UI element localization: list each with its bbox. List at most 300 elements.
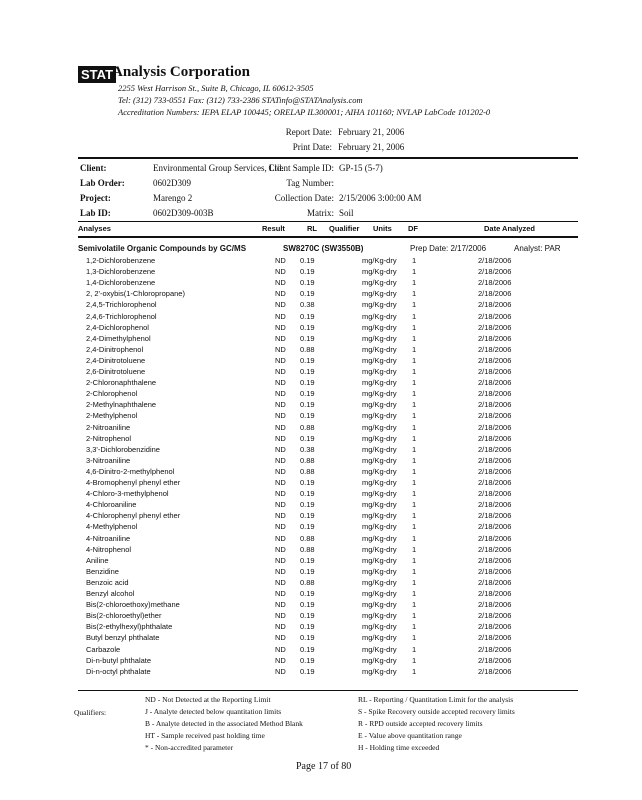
units-cell: mg/Kg-dry [362,333,397,343]
qualifier-legend-item: R - RPD outside accepted recovery limits [358,719,483,728]
rl-cell: 0.19 [300,278,315,288]
result-cell: ND [275,333,286,343]
date-analyzed-cell: 2/18/2006 [478,611,512,621]
df-cell: 1 [412,422,417,432]
analyte-cell: 1,3-Dichlorobenzene [86,267,156,277]
result-cell: ND [275,489,286,499]
result-cell: ND [275,311,286,321]
qualifier-legend-item: H - Holding time exceeded [358,743,440,752]
df-cell: 1 [412,666,417,676]
df-cell: 1 [412,322,417,332]
result-cell: ND [275,455,286,465]
lab-order-label: Lab Order: [80,178,125,188]
result-cell: ND [275,577,286,587]
rl-cell: 0.19 [300,511,315,521]
table-row [0,411,642,422]
df-cell: 1 [412,555,417,565]
table-row [0,378,642,389]
project: Marengo 2 [153,193,193,203]
df-cell: 1 [412,444,417,454]
units-cell: mg/Kg-dry [362,300,397,310]
date-analyzed-cell: 2/18/2006 [478,444,512,454]
collection-date: 2/15/2006 3:00:00 AM [339,193,422,203]
date-analyzed-cell: 2/18/2006 [478,300,512,310]
company-address: 2255 West Harrison St., Suite B, Chicago, IL 60612-3505 [118,83,314,93]
rl-cell: 0.88 [300,544,315,554]
rl-cell: 0.19 [300,389,315,399]
table-row [0,633,642,644]
report-date: February 21, 2006 [338,127,405,137]
table-row [0,500,642,511]
df-cell: 1 [412,589,417,598]
df-cell: 1 [412,511,417,521]
divider [78,690,578,691]
units-cell: mg/Kg-dry [362,311,397,321]
analyte-cell: Bis(2-chloroethoxy)methane [86,600,180,610]
rl-cell: 0.88 [300,466,315,476]
header-qualifier: Qualifier [329,224,360,233]
units-cell: mg/Kg-dry [362,589,397,598]
column-headers [0,224,642,235]
result-cell: ND [275,478,286,487]
result-cell: ND [275,555,286,565]
rl-cell: 0.19 [300,555,315,565]
section-method: SW8270C (SW3550B) [283,244,364,253]
analyte-cell: 3-Nitroaniline [86,455,131,465]
result-cell: ND [275,278,286,288]
page-number: Page 17 of 80 [296,761,352,772]
rl-cell: 0.88 [300,577,315,587]
analyte-cell: 4-Bromophenyl phenyl ether [86,478,181,487]
result-cell: ND [275,611,286,621]
date-analyzed-cell: 2/18/2006 [478,422,512,432]
result-cell: ND [275,367,286,376]
rl-cell: 0.88 [300,455,315,465]
result-cell: ND [275,666,286,676]
sample-id-label: Client Sample ID: [268,163,334,173]
print-date: February 21, 2006 [338,142,405,152]
df-cell: 1 [412,500,417,510]
units-cell: mg/Kg-dry [362,389,397,399]
table-row [0,256,642,267]
analyte-cell: 2,4-Dimethylphenol [86,333,151,343]
date-analyzed-cell: 2/18/2006 [478,466,512,476]
rl-cell: 0.19 [300,267,315,277]
units-cell: mg/Kg-dry [362,322,397,332]
date-analyzed-cell: 2/18/2006 [478,555,512,565]
df-cell: 1 [412,489,417,499]
date-analyzed-cell: 2/18/2006 [478,400,512,410]
units-cell: mg/Kg-dry [362,378,397,388]
table-row [0,267,642,278]
result-cell: ND [275,600,286,610]
date-analyzed-cell: 2/18/2006 [478,455,512,465]
qualifier-legend-item: S - Spike Recovery outside accepted recovery limits [358,707,515,716]
date-analyzed-cell: 2/18/2006 [478,644,512,654]
units-cell: mg/Kg-dry [362,666,397,676]
df-cell: 1 [412,300,417,310]
rl-cell: 0.38 [300,444,315,454]
table-row [0,467,642,478]
units-cell: mg/Kg-dry [362,267,397,277]
df-cell: 1 [412,267,417,277]
rl-cell: 0.19 [300,489,315,499]
result-cell: ND [275,589,286,598]
rl-cell: 0.88 [300,344,315,354]
collection-date-label: Collection Date: [274,193,334,203]
table-row [0,323,642,334]
units-cell: mg/Kg-dry [362,577,397,587]
table-row [0,600,642,611]
units-cell: mg/Kg-dry [362,433,397,443]
result-cell: ND [275,522,286,532]
df-cell: 1 [412,289,417,299]
rl-cell: 0.19 [300,367,315,376]
matrix-label: Matrix: [307,208,334,218]
project-label: Project: [80,193,111,203]
date-analyzed-cell: 2/18/2006 [478,278,512,288]
date-analyzed-cell: 2/18/2006 [478,389,512,399]
rl-cell: 0.19 [300,478,315,487]
analyte-cell: 1,4-Dichlorobenzene [86,278,156,288]
table-row [0,556,642,567]
result-cell: ND [275,633,286,643]
df-cell: 1 [412,433,417,443]
date-analyzed-cell: 2/18/2006 [478,433,512,443]
header-analyses: Analyses [78,224,111,233]
units-cell: mg/Kg-dry [362,355,397,365]
df-cell: 1 [412,622,417,632]
lab-id-label: Lab ID: [80,208,111,218]
date-analyzed-cell: 2/18/2006 [478,500,512,510]
rl-cell: 0.19 [300,378,315,388]
date-analyzed-cell: 2/18/2006 [478,478,512,487]
analyte-cell: Aniline [86,555,109,565]
company-name: Analysis Corporation [112,64,250,80]
units-cell: mg/Kg-dry [362,555,397,565]
df-cell: 1 [412,400,417,410]
result-cell: ND [275,444,286,454]
analyte-cell: 2-Chlorophenol [86,389,138,399]
df-cell: 1 [412,611,417,621]
table-row [0,622,642,633]
result-cell: ND [275,466,286,476]
units-cell: mg/Kg-dry [362,644,397,654]
header-units: Units [373,224,392,233]
analyte-cell: 4-Nitroaniline [86,533,131,543]
date-analyzed-cell: 2/18/2006 [478,344,512,354]
date-analyzed-cell: 2/18/2006 [478,533,512,543]
rl-cell: 0.19 [300,522,315,532]
rl-cell: 0.19 [300,566,315,576]
result-cell: ND [275,389,286,399]
result-cell: ND [275,500,286,510]
df-cell: 1 [412,600,417,610]
analyte-cell: 2,6-Dinitrotoluene [86,367,146,376]
analyte-cell: 4-Chloro-3-methylphenol [86,489,169,499]
result-cell: ND [275,644,286,654]
analyte-cell: 2-Methylphenol [86,411,138,421]
result-cell: ND [275,267,286,277]
df-cell: 1 [412,367,417,376]
divider [78,221,578,222]
result-cell: ND [275,256,286,265]
units-cell: mg/Kg-dry [362,344,397,354]
client: Environmental Group Services, Ltd. [153,163,284,173]
analyte-cell: 4,6-Dinitro-2-methylphenol [86,466,175,476]
divider [78,236,578,238]
rl-cell: 0.19 [300,400,315,410]
analyte-cell: Di-n-octyl phthalate [86,666,151,676]
header-result: Result [262,224,285,233]
client-label: Client: [80,163,107,173]
units-cell: mg/Kg-dry [362,500,397,510]
units-cell: mg/Kg-dry [362,544,397,554]
qualifier-legend-item: J - Analyte detected below quantitation limits [145,707,282,716]
table-row [0,367,642,378]
table-row [0,567,642,578]
units-cell: mg/Kg-dry [362,566,397,576]
date-analyzed-cell: 2/18/2006 [478,544,512,554]
lab-id: 0602D309-003B [153,208,214,218]
analyte-cell: 2,4-Dichlorophenol [86,322,149,332]
date-analyzed-cell: 2/18/2006 [478,256,512,265]
date-analyzed-cell: 2/18/2006 [478,566,512,576]
units-cell: mg/Kg-dry [362,400,397,410]
result-cell: ND [275,433,286,443]
rl-cell: 0.19 [300,600,315,610]
units-cell: mg/Kg-dry [362,278,397,288]
analyte-cell: 4-Nitrophenol [86,544,132,554]
df-cell: 1 [412,533,417,543]
date-analyzed-cell: 2/18/2006 [478,333,512,343]
units-cell: mg/Kg-dry [362,522,397,532]
table-row [0,589,642,600]
header-rl: RL [307,224,317,233]
analyte-cell: Bis(2-chloroethyl)ether [86,611,162,621]
table-row [0,667,642,678]
analyte-cell: 2,4-Dinitrophenol [86,344,144,354]
analyte-cell: Benzyl alcohol [86,589,135,598]
analyst: Analyst: PAR [514,244,561,253]
lab-order: 0602D309 [153,178,191,188]
date-analyzed-cell: 2/18/2006 [478,267,512,277]
qualifier-legend-item: HT - Sample received past holding time [145,731,265,740]
date-analyzed-cell: 2/18/2006 [478,511,512,521]
units-cell: mg/Kg-dry [362,611,397,621]
units-cell: mg/Kg-dry [362,455,397,465]
table-row [0,445,642,456]
analyte-cell: 2-Nitrophenol [86,433,132,443]
rl-cell: 0.19 [300,311,315,321]
section-header [0,244,642,255]
rl-cell: 0.19 [300,655,315,665]
rl-cell: 0.19 [300,289,315,299]
table-row [0,312,642,323]
df-cell: 1 [412,566,417,576]
analyte-cell: 4-Chlorophenyl phenyl ether [86,511,181,521]
rl-cell: 0.19 [300,589,315,598]
rl-cell: 0.19 [300,355,315,365]
result-cell: ND [275,422,286,432]
df-cell: 1 [412,655,417,665]
table-row [0,578,642,589]
qualifier-legend-item: ND - Not Detected at the Reporting Limit [145,695,271,704]
rl-cell: 0.88 [300,422,315,432]
analyte-cell: 2-Methylnaphthalene [86,400,157,410]
df-cell: 1 [412,577,417,587]
table-row [0,423,642,434]
table-row [0,400,642,411]
df-cell: 1 [412,355,417,365]
analyte-cell: Carbazole [86,644,121,654]
rl-cell: 0.19 [300,433,315,443]
rl-cell: 0.19 [300,322,315,332]
table-row [0,645,642,656]
result-cell: ND [275,655,286,665]
matrix: Soil [339,208,354,218]
units-cell: mg/Kg-dry [362,289,397,299]
result-cell: ND [275,344,286,354]
table-row [0,522,642,533]
table-row [0,434,642,445]
result-cell: ND [275,411,286,421]
prep-date: Prep Date: 2/17/2006 [410,244,487,253]
rl-cell: 0.19 [300,611,315,621]
df-cell: 1 [412,411,417,421]
result-cell: ND [275,378,286,388]
qualifier-legend-item: E - Value above quantitation range [358,731,462,740]
result-cell: ND [275,289,286,299]
date-analyzed-cell: 2/18/2006 [478,577,512,587]
table-row [0,478,642,489]
df-cell: 1 [412,256,417,265]
date-analyzed-cell: 2/18/2006 [478,311,512,321]
df-cell: 1 [412,311,417,321]
rl-cell: 0.19 [300,411,315,421]
table-row [0,456,642,467]
result-cell: ND [275,544,286,554]
print-date-label: Print Date: [292,142,332,152]
df-cell: 1 [412,344,417,354]
units-cell: mg/Kg-dry [362,622,397,632]
df-cell: 1 [412,544,417,554]
analyte-cell: 3,3'-Dichlorobenzidine [86,444,160,454]
rl-cell: 0.88 [300,533,315,543]
analyte-cell: 1,2-Dichlorobenzene [86,256,156,265]
rl-cell: 0.19 [300,666,315,676]
result-cell: ND [275,322,286,332]
table-row [0,611,642,622]
result-cell: ND [275,533,286,543]
table-row [0,334,642,345]
table-row [0,389,642,400]
rl-cell: 0.19 [300,333,315,343]
units-cell: mg/Kg-dry [362,478,397,487]
analyte-cell: 4-Chloroaniline [86,500,137,510]
rl-cell: 0.19 [300,500,315,510]
df-cell: 1 [412,278,417,288]
df-cell: 1 [412,333,417,343]
qualifier-legend-item: * - Non-accredited parameter [145,743,234,752]
df-cell: 1 [412,389,417,399]
table-row [0,278,642,289]
accreditation: Accreditation Numbers: IEPA ELAP 100445; ORELAP IL300001; AIHA 101160; NVLAP LabCode 101202-0 [118,107,491,117]
date-analyzed-cell: 2/18/2006 [478,289,512,299]
analyte-cell: Butyl benzyl phthalate [86,633,160,643]
analyte-cell: Bis(2-ethylhexyl)phthalate [86,622,173,632]
analyte-cell: 4-Methylphenol [86,522,138,532]
qualifiers-label: Qualifiers: [74,708,107,717]
result-cell: ND [275,355,286,365]
company-contact: Tel: (312) 733-0551 Fax: (312) 733-2386 STATinfo@STATAnalysis.com [118,95,363,105]
units-cell: mg/Kg-dry [362,466,397,476]
date-analyzed-cell: 2/18/2006 [478,589,512,598]
df-cell: 1 [412,466,417,476]
tag-number-label: Tag Number: [286,178,334,188]
result-cell: ND [275,400,286,410]
table-row [0,545,642,556]
units-cell: mg/Kg-dry [362,367,397,376]
date-analyzed-cell: 2/18/2006 [478,489,512,499]
analyte-cell: 2, 2'-oxybis(1-Chloropropane) [86,289,185,299]
sample-id: GP-15 (5-7) [339,163,383,173]
analyte-cell: 2,4-Dinitrotoluene [86,355,146,365]
date-analyzed-cell: 2/18/2006 [478,600,512,610]
date-analyzed-cell: 2/18/2006 [478,322,512,332]
date-analyzed-cell: 2/18/2006 [478,367,512,376]
df-cell: 1 [412,378,417,388]
qualifier-legend-item: B - Analyte detected in the associated Method Blank [145,719,303,728]
table-row [0,656,642,667]
units-cell: mg/Kg-dry [362,655,397,665]
date-analyzed-cell: 2/18/2006 [478,622,512,632]
analyte-cell: 2-Nitroaniline [86,422,131,432]
units-cell: mg/Kg-dry [362,633,397,643]
divider [78,157,578,159]
stat-logo: STAT [78,66,116,83]
date-analyzed-cell: 2/18/2006 [478,355,512,365]
table-row [0,345,642,356]
date-analyzed-cell: 2/18/2006 [478,666,512,676]
rl-cell: 0.19 [300,644,315,654]
analyte-cell: Benzoic acid [86,577,129,587]
analyte-cell: 2,4,6-Trichlorophenol [86,311,157,321]
report-date-label: Report Date: [285,127,332,137]
table-row [0,534,642,545]
result-cell: ND [275,622,286,632]
table-row [0,489,642,500]
date-analyzed-cell: 2/18/2006 [478,411,512,421]
table-row [0,300,642,311]
df-cell: 1 [412,644,417,654]
units-cell: mg/Kg-dry [362,256,397,265]
rl-cell: 0.19 [300,256,315,265]
date-analyzed-cell: 2/18/2006 [478,655,512,665]
df-cell: 1 [412,455,417,465]
section-title: Semivolatile Organic Compounds by GC/MS [78,244,247,253]
header-df: DF [408,224,418,233]
df-cell: 1 [412,633,417,643]
units-cell: mg/Kg-dry [362,489,397,499]
table-row [0,511,642,522]
analyte-cell: Benzidine [86,566,119,576]
df-cell: 1 [412,522,417,532]
units-cell: mg/Kg-dry [362,444,397,454]
date-analyzed-cell: 2/18/2006 [478,633,512,643]
table-row [0,356,642,367]
units-cell: mg/Kg-dry [362,511,397,521]
